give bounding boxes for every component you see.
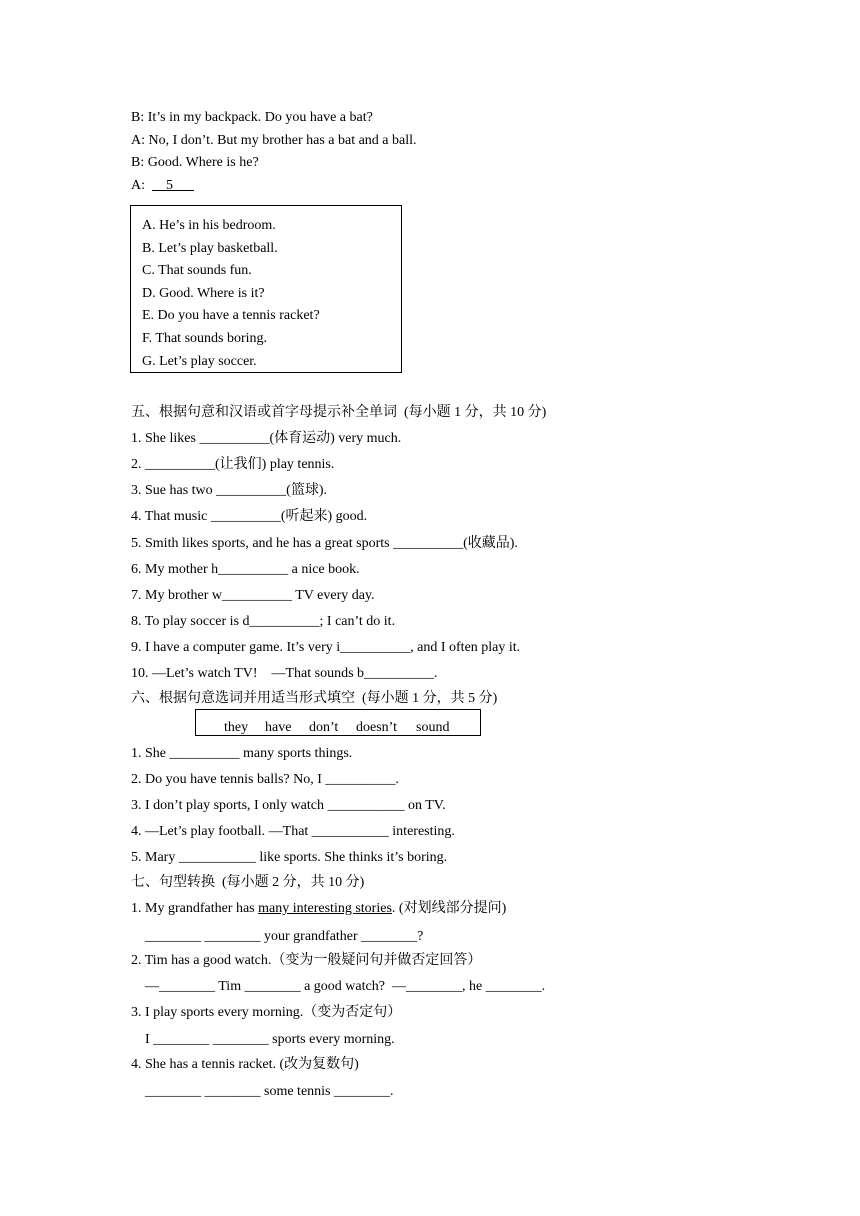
section7-question-1 — [131, 900, 506, 918]
section6-item: 1. She __________ many sports things. — [131, 746, 353, 761]
section6-item: 3. I don’t play sports, I only watch ___________ on TV. — [131, 798, 446, 813]
section6-item: 5. Mary ___________ like sports. She thinks it’s boring. — [131, 850, 448, 865]
option-b: B. Let’s play basketball. — [142, 241, 278, 256]
section5-item: 10. —Let’s watch TV! —That sounds b__________. — [131, 666, 438, 681]
section6-title: 六、根据句意选词并用适当形式填空 (每小题 1 分，共 5 分) — [131, 691, 498, 706]
section7-title: 七、句型转换 (每小题 2 分，共 10 分) — [131, 875, 365, 890]
section5-item: 3. Sue has two __________(篮球). — [131, 483, 327, 498]
section5-title: 五、根据句意和汉语或首字母提示补全单词 (每小题 1 分，共 10 分) — [131, 405, 547, 420]
question-text: 1. My grandfather has — [131, 901, 259, 916]
section5-item: 9. I have a computer game. It’s very i__________, and I often play it. — [131, 640, 521, 655]
section6-item: 4. —Let’s play football. —That ___________ interesting. — [131, 824, 455, 839]
option-d: D. Good. Where is it? — [142, 286, 265, 301]
word-bank-item: sound — [416, 720, 450, 735]
underlined-phrase: many interesting stories — [258, 901, 392, 916]
dialogue-line: A: No, I don’t. But my brother has a bat and a ball. — [131, 133, 417, 148]
question-instruction: . (对划线部分提问) — [391, 901, 507, 916]
word-bank-item: have — [265, 720, 292, 735]
speaker-label: A: — [131, 178, 152, 193]
options-box — [130, 205, 402, 373]
section5-item: 6. My mother h__________ a nice book. — [131, 562, 360, 577]
dialogue-line-answer — [131, 177, 194, 195]
option-g: G. Let’s play soccer. — [142, 354, 257, 369]
section5-item: 2. __________(让我们) play tennis. — [131, 457, 335, 472]
section5-item: 5. Smith likes sports, and he has a great sports __________(收藏品). — [131, 536, 518, 551]
answer-line: I ________ ________ sports every morning. — [145, 1032, 395, 1047]
option-e: E. Do you have a tennis racket? — [142, 308, 320, 323]
answer-line: ________ ________ your grandfather ________? — [145, 929, 424, 944]
dialogue-line: B: Good. Where is he? — [131, 155, 259, 170]
section5-item: 1. She likes __________(体育运动) very much. — [131, 431, 402, 446]
section5-item: 8. To play soccer is d__________; I can’t do it. — [131, 614, 396, 629]
option-c: C. That sounds fun. — [142, 263, 252, 278]
section7-question-2: 2. Tim has a good watch.（变为一般疑问句并做否定回答） — [131, 953, 482, 968]
answer-line: ________ ________ some tennis ________. — [145, 1084, 394, 1099]
word-bank — [195, 709, 481, 736]
section7-question-3: 3. I play sports every morning.（变为否定句） — [131, 1005, 402, 1020]
section6-item: 2. Do you have tennis balls? No, I __________. — [131, 772, 399, 787]
section7-question-4: 4. She has a tennis racket. (改为复数句) — [131, 1057, 359, 1072]
section5-item: 7. My brother w__________ TV every day. — [131, 588, 375, 603]
word-bank-item: they — [224, 720, 249, 735]
answer-line: —________ Tim ________ a good watch? —________, he ________. — [145, 979, 546, 994]
option-a: A. He’s in his bedroom. — [142, 218, 276, 233]
dialogue-line: B: It’s in my backpack. Do you have a bat? — [131, 110, 373, 125]
word-bank-item: doesn’t — [356, 720, 397, 735]
answer-blank[interactable]: 5 — [152, 178, 194, 193]
section5-item: 4. That music __________(听起来) good. — [131, 509, 368, 524]
word-bank-item: don’t — [309, 720, 339, 735]
option-f: F. That sounds boring. — [142, 331, 268, 346]
